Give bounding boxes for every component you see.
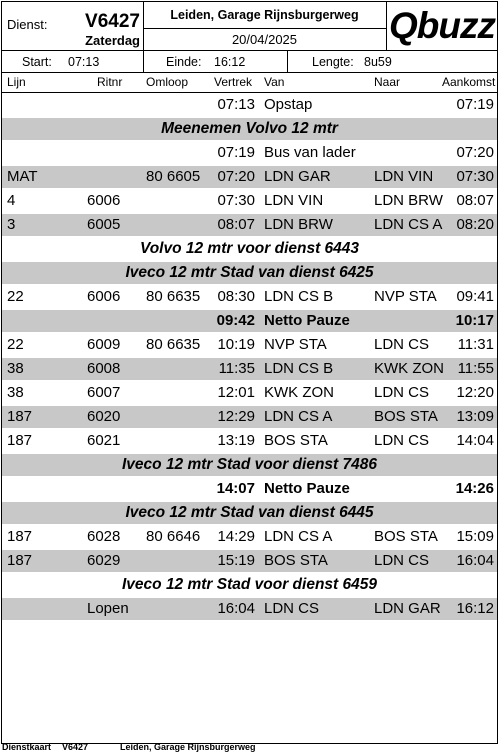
cell-vertrek: 14:29 (217, 528, 255, 545)
section-title-row (2, 262, 497, 286)
cell-van: Netto Pauze (264, 480, 350, 497)
cell-vertrek: 11:35 (218, 360, 255, 377)
cell-aankomst: 08:07 (456, 192, 494, 209)
cell-omloop: 80 6605 (146, 168, 201, 185)
time-summary-row (2, 50, 497, 73)
schedule-row (2, 550, 497, 574)
cell-van: Opstap (264, 96, 313, 113)
cell-vertrek: 12:01 (217, 384, 255, 401)
cell-naar: BOS STA (374, 528, 438, 545)
footer-garage: Leiden, Garage Rijnsburgerweg (120, 742, 256, 752)
cell-aankomst: 11:55 (457, 360, 494, 377)
cell-vertrek: 08:30 (217, 288, 255, 305)
section-title: Volvo 12 mtr voor dienst 6443 (139, 240, 360, 257)
cell-naar: LDN BRW (374, 192, 443, 209)
section-title-row (2, 574, 497, 598)
cell-ritnr: 6007 (87, 384, 121, 401)
cell-omloop: 80 6646 (146, 528, 201, 545)
dienstkaart-sheet (1, 1, 498, 744)
day-label: Zaterdag (85, 33, 140, 48)
end-value: 16:12 (214, 55, 246, 69)
col-naar: Naar (374, 75, 401, 89)
start-value: 07:13 (68, 55, 100, 69)
cell-naar: LDN VIN (374, 168, 434, 185)
schedule-row (2, 310, 497, 334)
section-title-row (2, 238, 497, 262)
cell-lijn: 187 (7, 552, 33, 569)
schedule-row (2, 334, 497, 358)
cell-aankomst: 07:30 (456, 168, 494, 185)
cell-van: LDN GAR (264, 168, 331, 185)
cell-aankomst: 08:20 (456, 216, 494, 233)
cell-aankomst: 15:09 (456, 528, 494, 545)
schedule-rows (2, 94, 497, 622)
cell-aankomst: 09:41 (456, 288, 494, 305)
cell-ritnr: 6020 (87, 408, 121, 425)
section-title: Iveco 12 mtr Stad van dienst 6445 (125, 504, 374, 521)
cell-ritnr: 6008 (87, 360, 121, 377)
cell-vertrek: 08:07 (217, 216, 255, 233)
cell-vertrek: 09:42 (216, 312, 255, 329)
divider (143, 50, 144, 72)
cell-lijn: MAT (7, 168, 38, 185)
header-top (2, 2, 497, 51)
dienst-number: V6427 (85, 11, 140, 32)
cell-van: BOS STA (264, 552, 328, 569)
cell-lijn: 4 (7, 192, 16, 209)
cell-naar: NVP STA (374, 288, 437, 305)
cell-van: LDN CS A (264, 408, 333, 425)
cell-vertrek: 10:19 (217, 336, 255, 353)
cell-vertrek: 14:07 (216, 480, 255, 497)
cell-omloop: 80 6635 (146, 288, 201, 305)
cell-aankomst: 13:09 (456, 408, 494, 425)
cell-lijn: 22 (7, 336, 24, 353)
cell-vertrek: 07:13 (217, 96, 255, 113)
cell-naar: BOS STA (374, 408, 438, 425)
schedule-row (2, 526, 497, 550)
schedule-row (2, 478, 497, 502)
schedule-row (2, 214, 497, 238)
end-label: Einde: (166, 55, 202, 69)
cell-naar: LDN CS A (374, 216, 443, 233)
cell-van: LDN CS B (264, 288, 334, 305)
cell-vertrek: 07:30 (217, 192, 255, 209)
schedule-row (2, 94, 497, 118)
schedule-row (2, 430, 497, 454)
cell-ritnr: 6028 (87, 528, 121, 545)
cell-aankomst: 10:17 (455, 312, 494, 329)
qbuzz-logo: Qbuzz (389, 5, 495, 46)
cell-naar: LDN CS (374, 336, 430, 353)
cell-ritnr: Lopen (87, 600, 129, 617)
cell-vertrek: 07:19 (217, 144, 255, 161)
divider (287, 50, 288, 72)
cell-ritnr: 6029 (87, 552, 121, 569)
cell-ritnr: 6006 (87, 288, 121, 305)
cell-ritnr: 6005 (87, 216, 121, 233)
cell-aankomst: 16:04 (456, 552, 494, 569)
start-label: Start: (22, 55, 52, 69)
cell-aankomst: 14:26 (455, 480, 494, 497)
cell-omloop: 80 6635 (146, 336, 201, 353)
cell-aankomst: 12:20 (456, 384, 494, 401)
column-header (2, 72, 497, 93)
cell-aankomst: 11:31 (457, 336, 494, 353)
cell-naar: KWK ZON (374, 360, 444, 377)
footer-dienst: V6427 (62, 742, 89, 752)
col-lijn: Lijn (7, 75, 26, 89)
cell-lijn: 38 (7, 360, 24, 377)
dienst-label: Dienst: (7, 17, 48, 32)
length-value: 8u59 (364, 55, 392, 69)
cell-vertrek: 16:04 (217, 600, 255, 617)
cell-van: LDN CS B (264, 360, 334, 377)
cell-aankomst: 07:19 (456, 96, 494, 113)
footer-title: Dienstkaart (2, 742, 52, 752)
col-vertrek: Vertrek (214, 75, 253, 89)
cell-lijn: 38 (7, 384, 24, 401)
col-van: Van (264, 75, 285, 89)
cell-aankomst: 16:12 (456, 600, 494, 617)
cell-naar: LDN GAR (374, 600, 441, 617)
cell-van: KWK ZON (264, 384, 334, 401)
schedule-row (2, 166, 497, 190)
cell-van: LDN CS A (264, 528, 333, 545)
cell-ritnr: 6006 (87, 192, 121, 209)
section-title-row (2, 502, 497, 526)
cell-vertrek: 15:19 (217, 552, 255, 569)
cell-lijn: 187 (7, 408, 33, 425)
section-title: Iveco 12 mtr Stad van dienst 6425 (125, 264, 374, 281)
cell-ritnr: 6009 (87, 336, 121, 353)
section-title-row (2, 118, 497, 142)
cell-vertrek: 07:20 (217, 168, 255, 185)
garage-box (143, 2, 387, 50)
cell-vertrek: 12:29 (217, 408, 255, 425)
col-ritnr: Ritnr (97, 75, 123, 89)
cell-van: Netto Pauze (264, 312, 350, 329)
cell-van: Bus van lader (264, 144, 356, 161)
schedule-row (2, 142, 497, 166)
section-title: Iveco 12 mtr Stad voor dienst 6459 (122, 576, 377, 593)
cell-van: LDN CS (264, 600, 320, 617)
cell-lijn: 3 (7, 216, 16, 233)
cell-naar: LDN CS (374, 432, 430, 449)
cell-lijn: 187 (7, 432, 33, 449)
cell-van: NVP STA (264, 336, 327, 353)
cell-van: BOS STA (264, 432, 328, 449)
cell-lijn: 187 (7, 528, 33, 545)
schedule-row (2, 406, 497, 430)
cell-van: LDN BRW (264, 216, 333, 233)
schedule-row (2, 598, 497, 622)
section-title-row (2, 454, 497, 478)
cell-aankomst: 07:20 (456, 144, 494, 161)
cell-vertrek: 13:19 (217, 432, 255, 449)
section-title: Iveco 12 mtr Stad voor dienst 7486 (122, 456, 377, 473)
cell-ritnr: 6021 (87, 432, 121, 449)
section-title: Meenemen Volvo 12 mtr (161, 120, 338, 137)
date-value: 20/04/2025 (231, 32, 298, 47)
schedule-row (2, 286, 497, 310)
dienst-box (2, 2, 144, 50)
schedule-row (2, 382, 497, 406)
length-label: Lengte: (312, 55, 354, 69)
col-omloop: Omloop (146, 75, 189, 89)
schedule-row (2, 358, 497, 382)
cell-naar: LDN CS (374, 552, 430, 569)
cell-naar: LDN CS (374, 384, 430, 401)
cell-aankomst: 14:04 (456, 432, 494, 449)
cell-van: LDN VIN (264, 192, 324, 209)
col-aankomst: Aankomst (442, 75, 496, 89)
cell-lijn: 22 (7, 288, 24, 305)
garage-name: Leiden, Garage Rijnsburgerweg (143, 2, 386, 29)
schedule-row (2, 190, 497, 214)
